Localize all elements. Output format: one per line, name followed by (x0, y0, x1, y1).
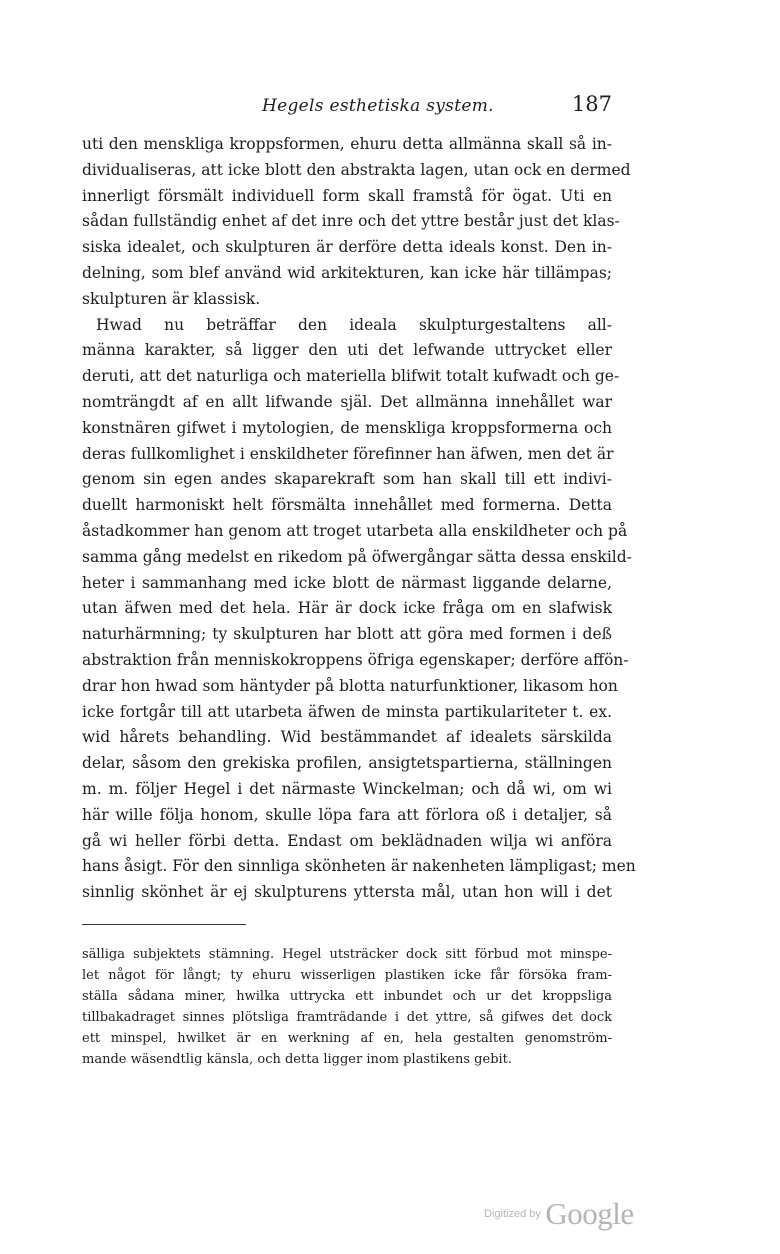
running-title: Hegels esthetiska system. (262, 96, 494, 116)
text-line: sådan fullständig enhet af det inre och det yttre består just det klas- (82, 212, 620, 231)
text-line: deruti, att det naturliga och materiella blifwit totalt kufwadt och ge- (82, 367, 620, 386)
footnote (82, 944, 612, 1070)
text-line: delning, som blef använd wid arkitekturen, kan icke här tillämpas; (82, 263, 612, 282)
footnote-line: tillbakadraget sinnes plötsliga framträdande i det yttre, så gifwes det dock (82, 1010, 612, 1025)
body-text (82, 132, 636, 906)
text-line: åstadkommer han genom att troget utarbeta alla enskildheter och på (82, 521, 628, 540)
footnote-line: ett minspel, hwilket är en werkning af en, hela gestalten genomström- (82, 1031, 612, 1046)
text-line: här wille följa honom, skulle löpa fara att förlora oß i detaljer, så (82, 805, 612, 824)
footnote-divider (82, 924, 246, 925)
text-line: duellt harmoniskt helt försmälta innehållet med formerna. Detta (82, 496, 612, 515)
text-line: Hwad nu beträffar den ideala skulpturgestaltens all- (96, 315, 612, 334)
text-line: nomträngdt af en allt lifwande själ. Det allmänna innehållet war (82, 392, 612, 411)
text-line: hans åsigt. För den sinnliga skönheten är nakenheten lämpligast; men (82, 857, 636, 876)
footnote-line: ställa sådana miner, hwilka uttrycka ett inbundet och ur det kroppsliga (82, 989, 612, 1004)
text-line: m. m. följer Hegel i det närmaste Winckelman; och då wi, om wi (82, 779, 612, 798)
text-line: innerligt försmält individuell form skall framstå för ögat. Uti en (82, 186, 612, 205)
running-head (82, 92, 612, 122)
text-line: uti den menskliga kroppsformen, ehuru detta allmänna skall så in- (82, 135, 612, 153)
text-line: genom sin egen andes skaparekraft som han skall till ett indivi- (82, 470, 612, 489)
digitized-by-google-watermark (484, 1196, 634, 1232)
text-line: dividualiseras, att icke blott den abstrakta lagen, utan ock en dermed (82, 160, 631, 179)
text-line: utan äfwen med det hela. Här är dock icke fråga om en slafwisk (82, 599, 612, 618)
text-line: drar hon hwad som häntyder på blotta naturfunktioner, likasom hon (82, 676, 618, 695)
text-line: siska idealet, och skulpturen är derföre detta ideals konst. Den in- (82, 238, 612, 257)
text-line: konstnären gifwet i mytologien, de menskliga kroppsformerna och (82, 418, 612, 437)
footnote-line: sälliga subjektets stämning. Hegel utsträcker dock sitt förbud mot minspe- (82, 947, 612, 962)
watermark-prefix: Digitized by (484, 1208, 541, 1220)
text-line: wid hårets behandling. Wid bestämmandet af idealets särskilda (82, 728, 612, 747)
text-line: icke fortgår till att utarbeta äfwen de minsta partikulariteter t. ex. (82, 702, 612, 721)
text-line: heter i sammanhang med icke blott de närmast liggande delarne, (82, 573, 612, 592)
text-line: abstraktion från menniskokroppens öfriga egenskaper; derföre affön- (82, 650, 629, 669)
google-logo: Google (545, 1196, 634, 1231)
footnote-line: let något för långt; ty ehuru wisserligen plastiken icke får försöka fram- (82, 968, 612, 983)
text-line: sinnlig skönhet är ej skulpturens yttersta mål, utan hon will i det (82, 883, 612, 902)
text-line: samma gång medelst en rikedom på öfwergångar sätta dessa enskild- (82, 547, 632, 566)
text-line: delar, såsom den grekiska profilen, ansigtetspartierna, ställningen (82, 754, 612, 773)
footnote-line: mande wäsendtlig känsla, och detta ligger inom plastikens gebit. (82, 1052, 513, 1067)
text-line: naturhärmning; ty skulpturen har blott att göra med formen i deß (82, 625, 612, 644)
text-line: männa karakter, så ligger den uti det lefwande uttrycket eller (82, 341, 612, 360)
page-number: 187 (571, 92, 612, 116)
text-line: skulpturen är klassisk. (82, 289, 261, 308)
text-line: deras fullkomlighet i enskildheter förefinner han äfwen, men det är (82, 444, 614, 463)
text-line: gå wi heller förbi detta. Endast om beklädnaden wilja wi anföra (82, 831, 612, 850)
